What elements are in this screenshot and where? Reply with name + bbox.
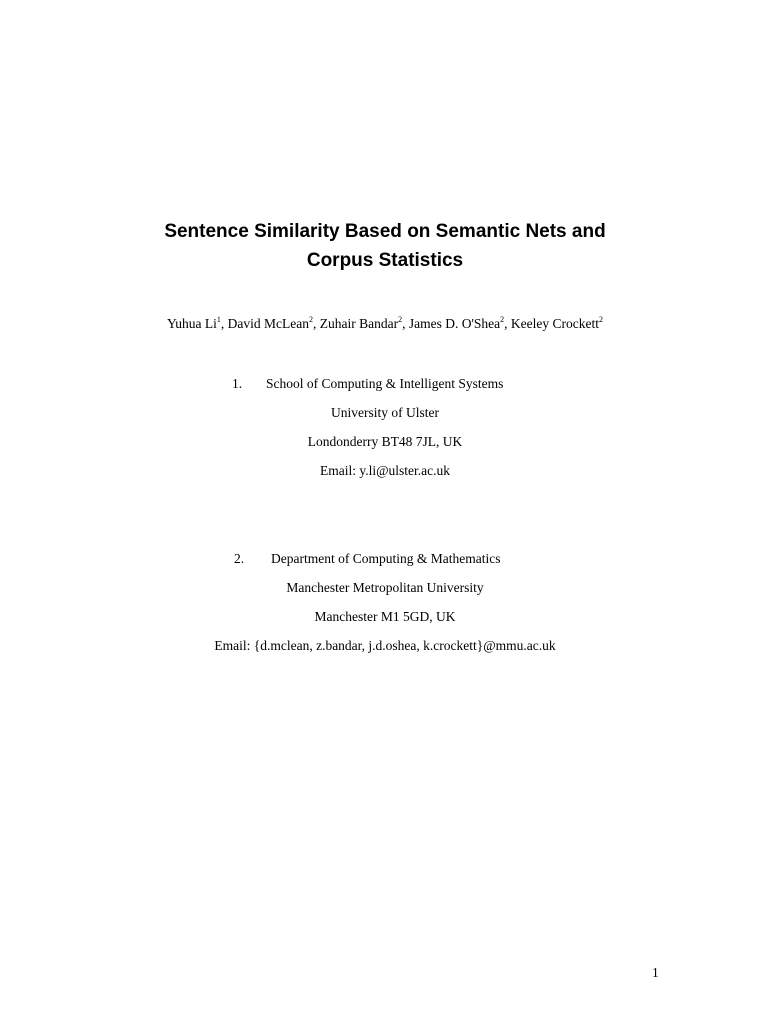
affiliation-number: 2. — [234, 551, 245, 566]
page-number: 1 — [652, 965, 659, 980]
author-affiliation-mark: 2 — [398, 315, 403, 324]
author-affiliation-mark: 2 — [500, 315, 505, 324]
author-separator: , — [504, 316, 511, 331]
paper-title-line-2: Corpus Statistics — [306, 250, 464, 271]
author-separator: , — [402, 316, 409, 331]
author-affiliation-mark: 2 — [598, 315, 603, 324]
affiliation-department: School of Computing & Intelligent Systems — [266, 376, 504, 391]
affiliation-number: 1. — [232, 376, 243, 391]
affiliation-address: Manchester M1 5GD, UK — [314, 609, 456, 624]
author-separator: , — [220, 316, 228, 331]
affiliation-institution: Manchester Metropolitan University — [286, 580, 484, 595]
affiliation-department: Department of Computing & Mathematics — [271, 551, 501, 566]
author-name: Zuhair Bandar — [319, 316, 399, 331]
affiliation-address: Londonderry BT48 7JL, UK — [307, 434, 463, 449]
author-affiliation-mark: 2 — [308, 315, 313, 324]
author-list — [0, 314, 770, 334]
affiliation-institution: University of Ulster — [331, 405, 439, 420]
affiliation-email: Email: {d.mclean, z.bandar, j.d.oshea, k.crockett}@mmu.ac.uk — [214, 638, 556, 653]
affiliation-email: Email: y.li@ulster.ac.uk — [319, 463, 451, 478]
paper-title — [0, 217, 770, 275]
author-affiliation-mark: 1 — [216, 315, 221, 324]
paper-title-line-1: Sentence Similarity Based on Semantic Nets and — [164, 221, 606, 242]
author-name: Yuhua Li — [167, 316, 217, 331]
author-separator: , — [312, 316, 320, 331]
author-name: David McLean — [227, 316, 309, 331]
author-name: Keeley Crockett — [510, 316, 599, 331]
author-name: James D. O'Shea — [408, 316, 501, 331]
